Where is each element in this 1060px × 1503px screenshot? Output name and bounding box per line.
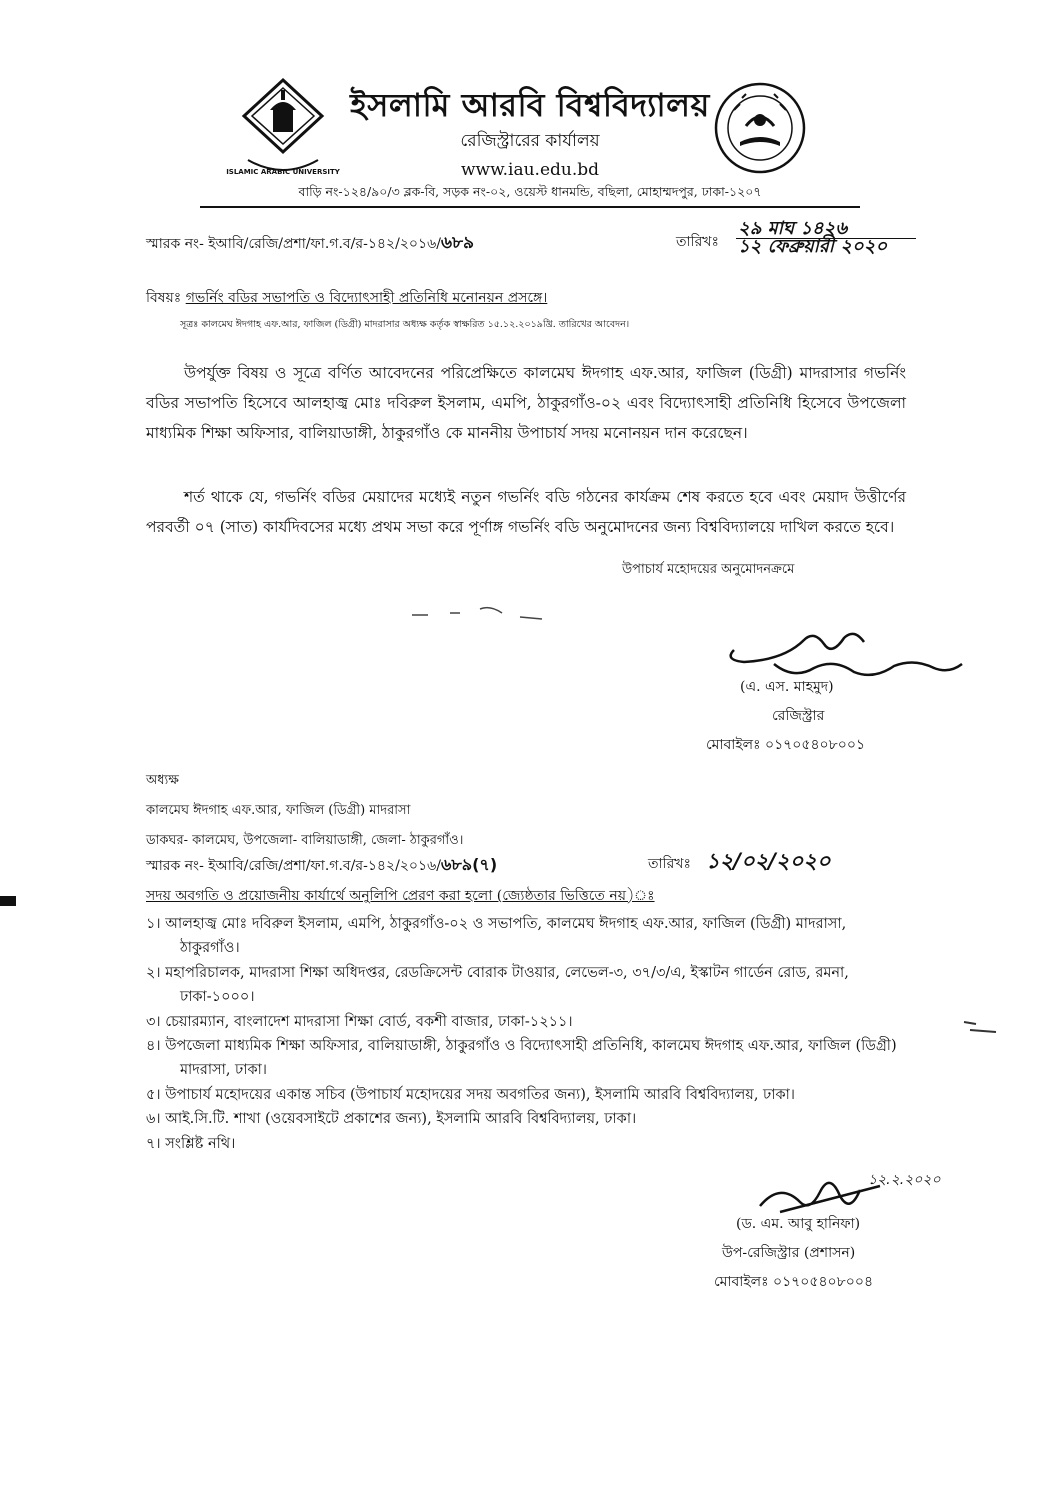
memo-reference-number: ৬৮৯ xyxy=(440,233,475,253)
memo-date-bangla: ২৯ মাঘ ১৪২৬ xyxy=(738,218,848,239)
copy-list xyxy=(146,912,906,1156)
recipient-line-1: অধ্যক্ষ xyxy=(146,773,179,788)
university-emblem-logo xyxy=(712,80,808,176)
deputy-registrar-mobile: মোবাইলঃ ০১৭০৫৪০৮০০৪ xyxy=(714,1274,874,1290)
approval-note: উপাচার্য মহোদয়ের অনুমোদনক্রমে xyxy=(622,562,795,577)
website-link[interactable]: www.iau.edu.bd xyxy=(460,160,600,180)
list-item: ৬। আই.সি.টি. শাখা (ওয়েবসাইটে প্রকাশের জন্য), ইসলামি আরবি বিশ্ববিদ্যালয়, ঢাকা। xyxy=(146,1111,637,1128)
registrar-signature xyxy=(714,620,964,682)
scan-mark xyxy=(962,1018,998,1036)
office-address: বাড়ি নং-১২৪/৯০/৩ ব্লক-বি, সড়ক নং-০২, ওয়েস্ট ধানমন্ডি, বছিলা, মোহাম্মদপুর, ঢাকা-১২০৭ xyxy=(298,184,762,199)
memo-reference-label: স্মারক নং- ইআবি/রেজি/প্রশা/ফা.গ.ব/র-১৪২/২০১৬/ xyxy=(146,236,441,252)
registrar-mobile: মোবাইলঃ ০১৭০৫৪০৮০০১ xyxy=(706,737,866,753)
stray-mark xyxy=(410,603,550,623)
memo2-date-label: তারিখঃ xyxy=(648,856,691,872)
deputy-registrar-name: (ড. এম. আবু হানিফা) xyxy=(736,1216,861,1232)
memo2-date: ১২/০২/২০২০ xyxy=(706,849,831,873)
memo-reference xyxy=(146,230,474,258)
svg-text:ISLAMIC ARABIC UNIVERSITY: ISLAMIC ARABIC UNIVERSITY xyxy=(226,168,340,176)
memo-date-label: তারিখঃ xyxy=(676,234,719,250)
recipient-address xyxy=(146,768,463,854)
list-item: ৫। উপাচার্য মহোদয়ের একান্ত সচিব (উপাচার্য মহোদয়ের সদয় অবগতির জন্য), ইসলামি আরবি বিশ্ববিদ্যালয়, ঢাকা। xyxy=(146,1086,795,1103)
body-paragraph-2: শর্ত থাকে যে, গভর্নিং বডির মেয়াদের মধ্যেই নতুন গভর্নিং বডি গঠনের কার্যক্রম শেষ করতে হবে এবং মেয়াদ উত্তীর্ণের পরবর্তী ০৭ (সাত) কার্যদিবসের মধ্যে প্রথম সভা করে পূর্ণাঙ্গ গভর্নিং বডি অনুমোদনের জন্য বিশ্ববিদ্যালয়ে দাখিল করতে হবে। xyxy=(146,488,906,536)
deputy-registrar-designation: উপ-রেজিস্ট্রার (প্রশাসন) xyxy=(722,1245,856,1261)
recipient-line-3: ডাকঘর- কালমেঘ, উপজেলা- বালিয়াডাঙ্গী, জেলা- ঠাকুরগাঁও। xyxy=(146,833,464,848)
recipient-line-2: কালমেঘ ঈদগাহ এফ.আর, ফাজিল (ডিগ্রী) মাদরাসা xyxy=(146,803,411,818)
university-name: ইসলামি আরবি বিশ্ববিদ্যালয় xyxy=(350,86,710,124)
list-item: ২। মহাপরিচালক, মাদরাসা শিক্ষা অধিদপ্তর, রেডক্রিসেন্ট বোরাক টাওয়ার, লেভেল-৩, ৩৭/৩/এ, ইস্কাটন গার্ডেন রোড, রমনা, ঢাকা-১০০০। xyxy=(146,964,849,1006)
memo2-reference xyxy=(146,852,497,879)
registrar-name: (এ. এস. মাহমুদ) xyxy=(740,679,834,695)
copy-heading: সদয় অবগতি ও প্রয়োজনীয় কার্যার্থে অনুলিপি প্রেরণ করা হলো (জ্যেষ্ঠতার ভিত্তিতে নয়)ঃ xyxy=(146,888,655,904)
header-divider xyxy=(200,206,860,208)
memo2-reference-label: স্মারক নং- ইআবি/রেজি/প্রশা/ফা.গ.ব/র-১৪২/২০১৬/ xyxy=(146,858,441,874)
memo-source: সূত্রঃ কালমেঘ ঈদগাহ এফ.আর, ফাজিল (ডিগ্রী) মাদরাসার অধ্যক্ষ কর্তৃক স্বাক্ষরিত ১৫.১২.২০১৯খ্রি. তারিখের আবেদন। xyxy=(180,319,630,330)
memo-subject xyxy=(146,286,547,310)
body-paragraph-1: উপর্যুক্ত বিষয় ও সূত্রে বর্ণিত আবেদনের পরিপ্রেক্ষিতে কালমেঘ ঈদগাহ এফ.আর, ফাজিল (ডিগ্রী) মাদরাসার গভর্নিং বডির সভাপতি হিসেবে আলহাজ্ব মোঃ দবিরুল ইসলাম, এমপি, ঠাকুরগাঁও-০২ এবং বিদ্যোৎসাহী প্রতিনিধি হিসেবে উপজেলা মাধ্যমিক শিক্ষা অফিসার, বালিয়াডাঙ্গী, ঠাকুরগাঁও কে মাননীয় উপাচার্য সদয় মনোনয়ন দান করেছেন। xyxy=(146,364,906,442)
memo2-reference-number: ৬৮৯(৭) xyxy=(440,855,498,874)
list-item: ৪। উপজেলা মাধ্যমিক শিক্ষা অফিসার, বালিয়াডাঙ্গী, ঠাকুরগাঁও ও বিদ্যোৎসাহী প্রতিনিধি, কালমেঘ ঈদগাহ এফ.আর, ফাজিল (ডিগ্রী) মাদরাসা, ঢাকা। xyxy=(146,1038,897,1079)
list-item: ১। আলহাজ্ব মোঃ দবিরুল ইসলাম, এমপি, ঠাকুরগাঁও-০২ ও সভাপতি, কালমেঘ ঈদগাহ এফ.আর, ফাজিল (ডিগ্রী) মাদরাসা, ঠাকুরগাঁও। xyxy=(146,916,847,957)
scan-mark xyxy=(0,894,22,908)
registrar-designation: রেজিস্ট্রার xyxy=(772,708,825,724)
list-item: ৩। চেয়ারম্যান, বাংলাদেশ মাদরাসা শিক্ষা বোর্ড, বকশী বাজার, ঢাকা-১২১১। xyxy=(146,1013,573,1030)
office-name: রেজিস্ট্রারের কার্যালয় xyxy=(460,131,600,151)
subject-label: বিষয়ঃ xyxy=(146,290,182,306)
signature-date: ১২.২.২০২০ xyxy=(868,1172,941,1188)
memo-date-english: ১২ ফেব্রুয়ারী ২০২০ xyxy=(738,236,888,257)
list-item: ৭। সংশ্লিষ্ট নথি। xyxy=(146,1135,236,1152)
subject-text: গভর্নিং বডির সভাপতি ও বিদ্যোৎসাহী প্রতিনিধি মনোনয়ন প্রসঙ্গে। xyxy=(185,290,548,306)
